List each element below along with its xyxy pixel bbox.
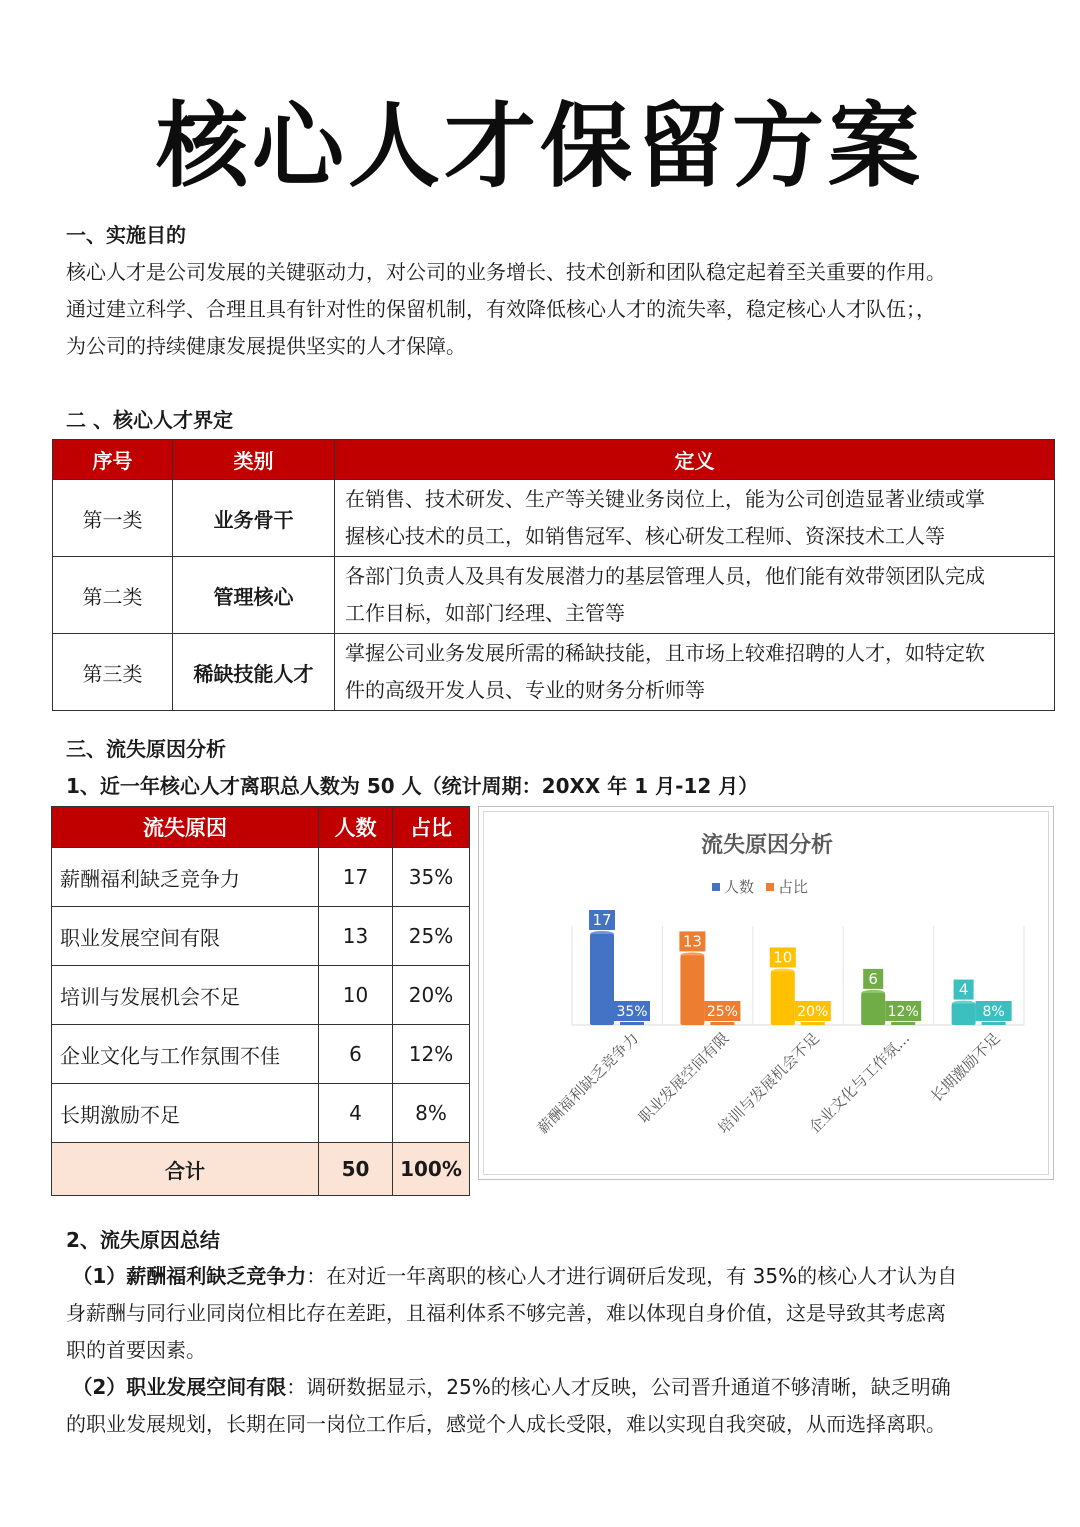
- pct-cell: 8%: [393, 1084, 470, 1143]
- row-type: 管理核心: [173, 557, 335, 634]
- summary-paragraph-1: [66, 1258, 1026, 1369]
- bar-top: [952, 1001, 976, 1007]
- reason-cell: 职业发展空间有限: [52, 907, 319, 966]
- row-type: 稀缺技能人才: [173, 634, 335, 711]
- bar-top: [680, 952, 704, 958]
- bar-top: [590, 931, 614, 937]
- legend-swatch: [712, 883, 720, 891]
- summary-lead: （1）薪酬福利缺乏竞争力: [72, 1264, 307, 1288]
- count-cell: 10: [319, 966, 393, 1025]
- summary-line: 身薪酬与同行业同岗位相比存在差距，且福利体系不够完善，难以体现自身价值，这是导致其考虑离: [66, 1301, 946, 1325]
- section3-subheading: 1、近一年核心人才离职总人数为 50 人（统计周期：20XX 年 1 月-12 月）: [66, 774, 759, 798]
- definition-line: 握核心技术的员工，如销售冠军、核心研发工程师、资深技术工人等: [345, 524, 945, 548]
- chart-title: 流失原因分析: [700, 833, 834, 858]
- bar-pct: [620, 1022, 644, 1025]
- loss-reason-table: [51, 806, 470, 1196]
- category-label: 培训与发展机会不足: [714, 1029, 823, 1138]
- section3-heading: 三、流失原因分析: [66, 737, 226, 761]
- definition-line: 掌握公司业务发展所需的稀缺技能，且市场上较难招聘的人才，如特定软: [345, 641, 985, 665]
- pct-label: 8%: [982, 1004, 1005, 1020]
- section2-heading: 二 、核心人才界定: [66, 408, 233, 432]
- column-header: 流失原因: [52, 807, 319, 848]
- table-row: [52, 907, 470, 966]
- pct-label: 25%: [706, 1004, 738, 1020]
- chart-svg: [484, 812, 1050, 1176]
- pct-cell: 12%: [393, 1025, 470, 1084]
- table-row: [52, 1025, 470, 1084]
- definition-line: 在销售、技术研发、生产等关键业务岗位上，能为公司创造显著业绩或掌: [345, 487, 985, 511]
- pct-label: 35%: [616, 1004, 648, 1020]
- definition-line: 工作目标，如部门经理、主管等: [345, 601, 625, 625]
- summary-text: ：在对近一年离职的核心人才进行调研后发现，有 35%的核心人才认为自: [306, 1264, 958, 1288]
- bar-count: [590, 934, 614, 1025]
- count-cell: 13: [319, 907, 393, 966]
- total-pct: 100%: [393, 1143, 470, 1196]
- table-header-row: [53, 440, 1055, 480]
- reason-cell: 薪酬福利缺乏竞争力: [52, 848, 319, 907]
- column-header: 占比: [393, 807, 470, 848]
- pct-label: 12%: [887, 1004, 919, 1020]
- total-label: 合计: [52, 1143, 319, 1196]
- category-label: 企业文化与工作氛...: [805, 1029, 914, 1137]
- count-cell: 17: [319, 848, 393, 907]
- table-row: [52, 848, 470, 907]
- section1-line: 核心人才是公司发展的关键驱动力，对公司的业务增长、技术创新和团队稳定起着至关重要的作用。: [66, 260, 946, 284]
- definition-table: [52, 439, 1055, 711]
- definition-line: 件的高级开发人员、专业的财务分析师等: [345, 678, 705, 702]
- row-definition: [335, 634, 1055, 711]
- category-label: 长期激励不足: [927, 1029, 1004, 1106]
- pct-cell: 25%: [393, 907, 470, 966]
- table-row: [53, 634, 1055, 711]
- bar-pct: [982, 1022, 1006, 1025]
- summary-lead: （2）职业发展空间有限: [72, 1375, 287, 1399]
- summary-paragraph-2: [66, 1369, 1026, 1443]
- row-definition: [335, 557, 1055, 634]
- row-number: 第三类: [53, 634, 173, 711]
- count-cell: 4: [319, 1084, 393, 1143]
- category-label: 薪酬福利缺乏竞争力: [533, 1029, 643, 1138]
- bar-pct: [891, 1022, 915, 1025]
- total-count: 50: [319, 1143, 393, 1196]
- count-label: 6: [868, 969, 878, 988]
- summary-line: [66, 1369, 1026, 1406]
- row-number: 第一类: [53, 480, 173, 557]
- bar-count: [861, 993, 885, 1025]
- section1-line: 为公司的持续健康发展提供坚实的人才保障。: [66, 334, 466, 358]
- table-row: [53, 480, 1055, 557]
- count-label: 13: [682, 932, 702, 951]
- column-header: 人数: [319, 807, 393, 848]
- column-header: 定义: [335, 440, 1055, 480]
- table-header-row: [52, 807, 470, 848]
- table-row: [52, 1084, 470, 1143]
- summary-text: ：调研数据显示，25%的核心人才反映，公司晋升通道不够清晰，缺乏明确: [286, 1375, 951, 1399]
- bar-pct: [710, 1022, 734, 1025]
- count-label: 10: [773, 948, 793, 967]
- reason-cell: 培训与发展机会不足: [52, 966, 319, 1025]
- section1-heading: 一、实施目的: [66, 223, 186, 247]
- category-label: 职业发展空间有限: [634, 1029, 733, 1127]
- pct-label: 20%: [797, 1004, 829, 1020]
- reason-cell: 长期激励不足: [52, 1084, 319, 1143]
- pct-cell: 20%: [393, 966, 470, 1025]
- count-label: 4: [958, 980, 969, 999]
- bar-top: [771, 968, 795, 974]
- bar-pct: [801, 1022, 825, 1025]
- table-row: [52, 966, 470, 1025]
- column-header: 类别: [173, 440, 335, 480]
- section3-subheading-2: 2、流失原因总结: [66, 1228, 220, 1252]
- section1-paragraph: [66, 254, 1026, 365]
- section1-line: 通过建立科学、合理且具有针对性的保留机制，有效降低核心人才的流失率，稳定核心人才队伍；，: [66, 297, 936, 321]
- summary-line: 职的首要因素。: [66, 1338, 206, 1362]
- row-number: 第二类: [53, 557, 173, 634]
- total-row: [52, 1143, 470, 1196]
- row-type: 业务骨干: [173, 480, 335, 557]
- count-cell: 6: [319, 1025, 393, 1084]
- bar-count: [771, 971, 795, 1025]
- legend-swatch: [766, 883, 774, 891]
- column-header: 序号: [53, 440, 173, 480]
- legend-label: 人数: [724, 878, 755, 896]
- row-definition: [335, 480, 1055, 557]
- bar-count: [952, 1004, 976, 1025]
- table-row: [53, 557, 1055, 634]
- count-label: 17: [592, 911, 612, 929]
- page-title: 核心人才保留方案: [155, 93, 924, 200]
- legend-label: 占比: [778, 878, 809, 896]
- bar-count: [680, 955, 704, 1025]
- summary-line: 的职业发展规划，长期在同一岗位工作后，感觉个人成长受限，难以实现自我突破，从而选择离职。: [66, 1412, 946, 1436]
- pct-cell: 35%: [393, 848, 470, 907]
- definition-line: 各部门负责人及具有发展潜力的基层管理人员，他们能有效带领团队完成: [345, 564, 985, 588]
- bar-top: [861, 990, 885, 996]
- chart-frame: [483, 811, 1049, 1175]
- summary-line: [66, 1258, 1026, 1295]
- loss-reason-chart: [478, 806, 1054, 1180]
- reason-cell: 企业文化与工作氛围不佳: [52, 1025, 319, 1084]
